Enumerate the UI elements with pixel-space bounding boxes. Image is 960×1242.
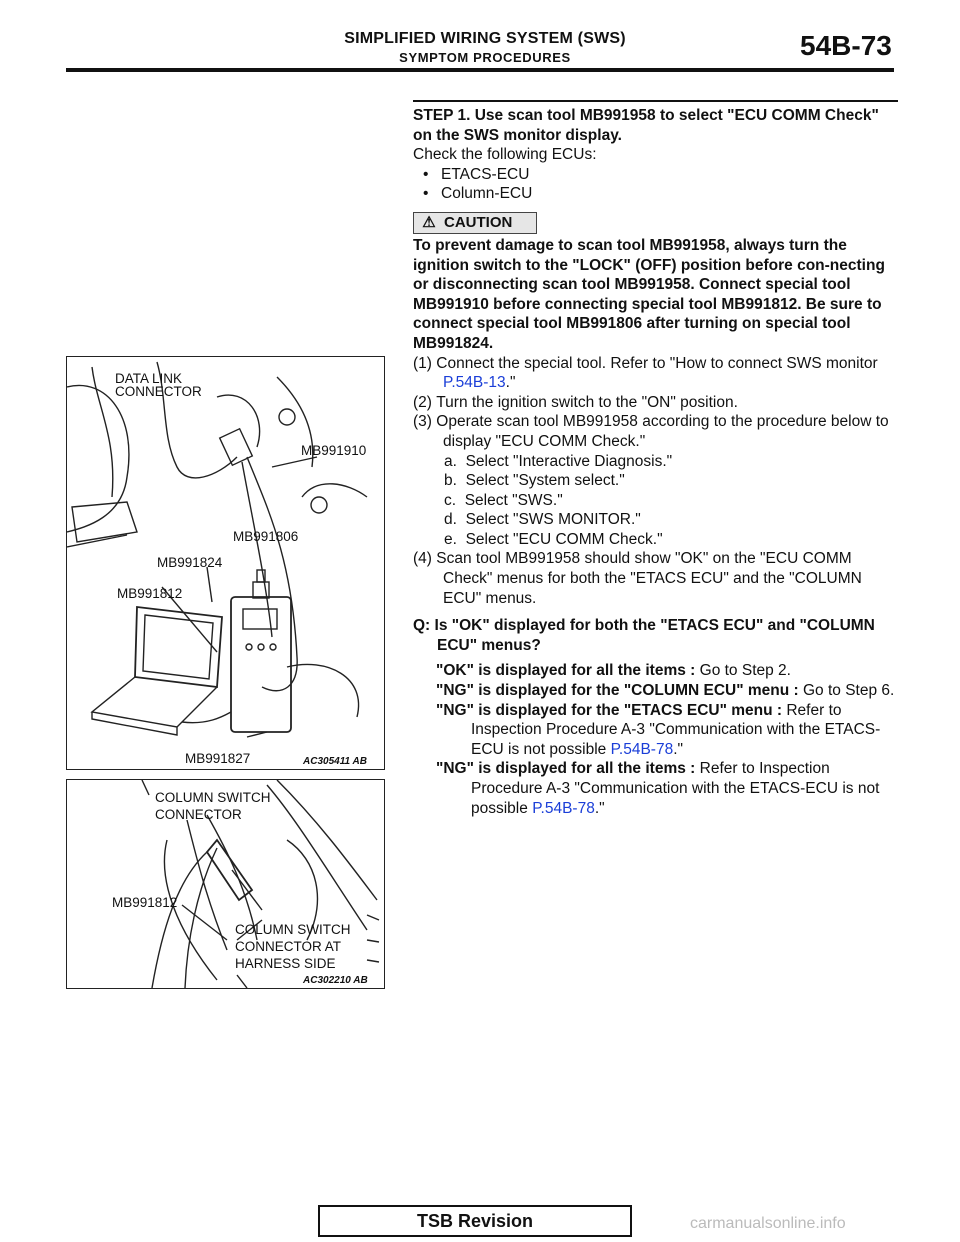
procedure-step-2: (2) Turn the ignition switch to the "ON" position. [413,393,738,411]
substep-item: e. Select "ECU COMM Check." [444,530,663,548]
procedure-step-1: (1) Connect the special tool. Refer to "How to connect SWS monitor P.54B-13." [413,354,878,392]
answer-item: "OK" is displayed for all the items : Go to Step 2. [436,662,791,680]
procedure-step-3: (3) Operate scan tool MB991958 according to the procedure below to display "ECU COMM Check." [413,413,889,450]
substep-item: b. Select "System select." [444,472,625,490]
section-subtitle: SYMPTOM PROCEDURES [399,50,571,65]
substep-item: c. Select "SWS." [444,491,563,509]
watermark: carmanualsonline.info [690,1215,846,1232]
warning-icon: ⚠ [422,213,436,231]
caution-text: To prevent damage to scan tool MB991958, always turn the ignition switch to the "LOCK" (OFF) position before con-necting or disconnecting scan tool MB991958. Connect special tool MB991910 before connecting special tool MB991812. Be sure to connect special tool MB991806 after turning on special tool MB991824. [413,236,885,352]
page-link[interactable]: P.54B-78 [532,799,595,817]
substep-item: a. Select "Interactive Diagnosis." [444,452,673,470]
page-link[interactable]: P.54B-78 [610,740,674,758]
procedure-column [413,100,898,818]
tsb-revision-box: TSB Revision [318,1205,632,1237]
answer-item: "NG" is displayed for the "ETACS ECU" menu : Refer to Inspection Procedure A-3 "Communication with the ETACS-ECU is not possible P.54B-78." [436,701,881,758]
figure-label: DATA LINK [115,371,183,386]
figure-label: MB991812 [117,586,183,601]
answer-item: "NG" is displayed for all the items : Refer to Inspection Procedure A-3 "Communication with the ETACS-ECU is not possible P.54B-78." [436,760,880,817]
scan-tool-illustration [67,357,384,769]
column-switch-figure [66,779,385,989]
section-title: SIMPLIFIED WIRING SYSTEM (SWS) [344,30,626,47]
ecu-list-item: • Column-ECU [423,185,533,203]
substep-item: d. Select "SWS MONITOR." [444,511,641,529]
ecu-list-item: • ETACS-ECU [423,165,530,183]
figure-label: CONNECTOR [155,807,242,822]
caution-box [413,212,537,234]
scan-tool-connection-figure [66,356,385,770]
figure-label: MB991824 [157,555,223,570]
procedure-step-4: (4) Scan tool MB991958 should show "OK" on the "ECU COMM Check" menus for both the "ETACS ECU" and the "COLUMN ECU" menus. [413,550,862,607]
figure-label: MB991910 [301,443,367,458]
page-number: 54B-73 [800,30,892,61]
figure-label: CONNECTOR AT [235,939,342,954]
figure-label: MB991827 [185,751,251,766]
figure-code: AC305411 AB [303,756,367,767]
figure-label: COLUMN SWITCH [235,922,351,937]
figure-label: COLUMN SWITCH [155,790,271,805]
step-intro: Check the following ECUs: [413,146,597,164]
answer-item: "NG" is displayed for the "COLUMN ECU" menu : Go to Step 6. [436,682,895,700]
figure-code: AC302210 AB [303,975,368,986]
step-heading: STEP 1. Use scan tool MB991958 to select "ECU COMM Check" on the SWS monitor display. [413,107,879,144]
answer-list [413,661,898,818]
page-link[interactable]: P.54B-13 [443,374,506,392]
figure-label: MB991806 [233,529,299,544]
ecu-label: ETACS-ECU [441,165,530,183]
question: Q: Is "OK" displayed for both the "ETACS ECU" and "COLUMN ECU" menus? [413,617,875,654]
caution-label: CAUTION [444,213,513,231]
step-rule [413,100,898,102]
header-rule [66,68,894,72]
figure-label: CONNECTOR [115,384,202,399]
figure-label: MB991812 [112,895,178,910]
figure-label: HARNESS SIDE [235,956,336,971]
ecu-label: Column-ECU [441,185,533,203]
